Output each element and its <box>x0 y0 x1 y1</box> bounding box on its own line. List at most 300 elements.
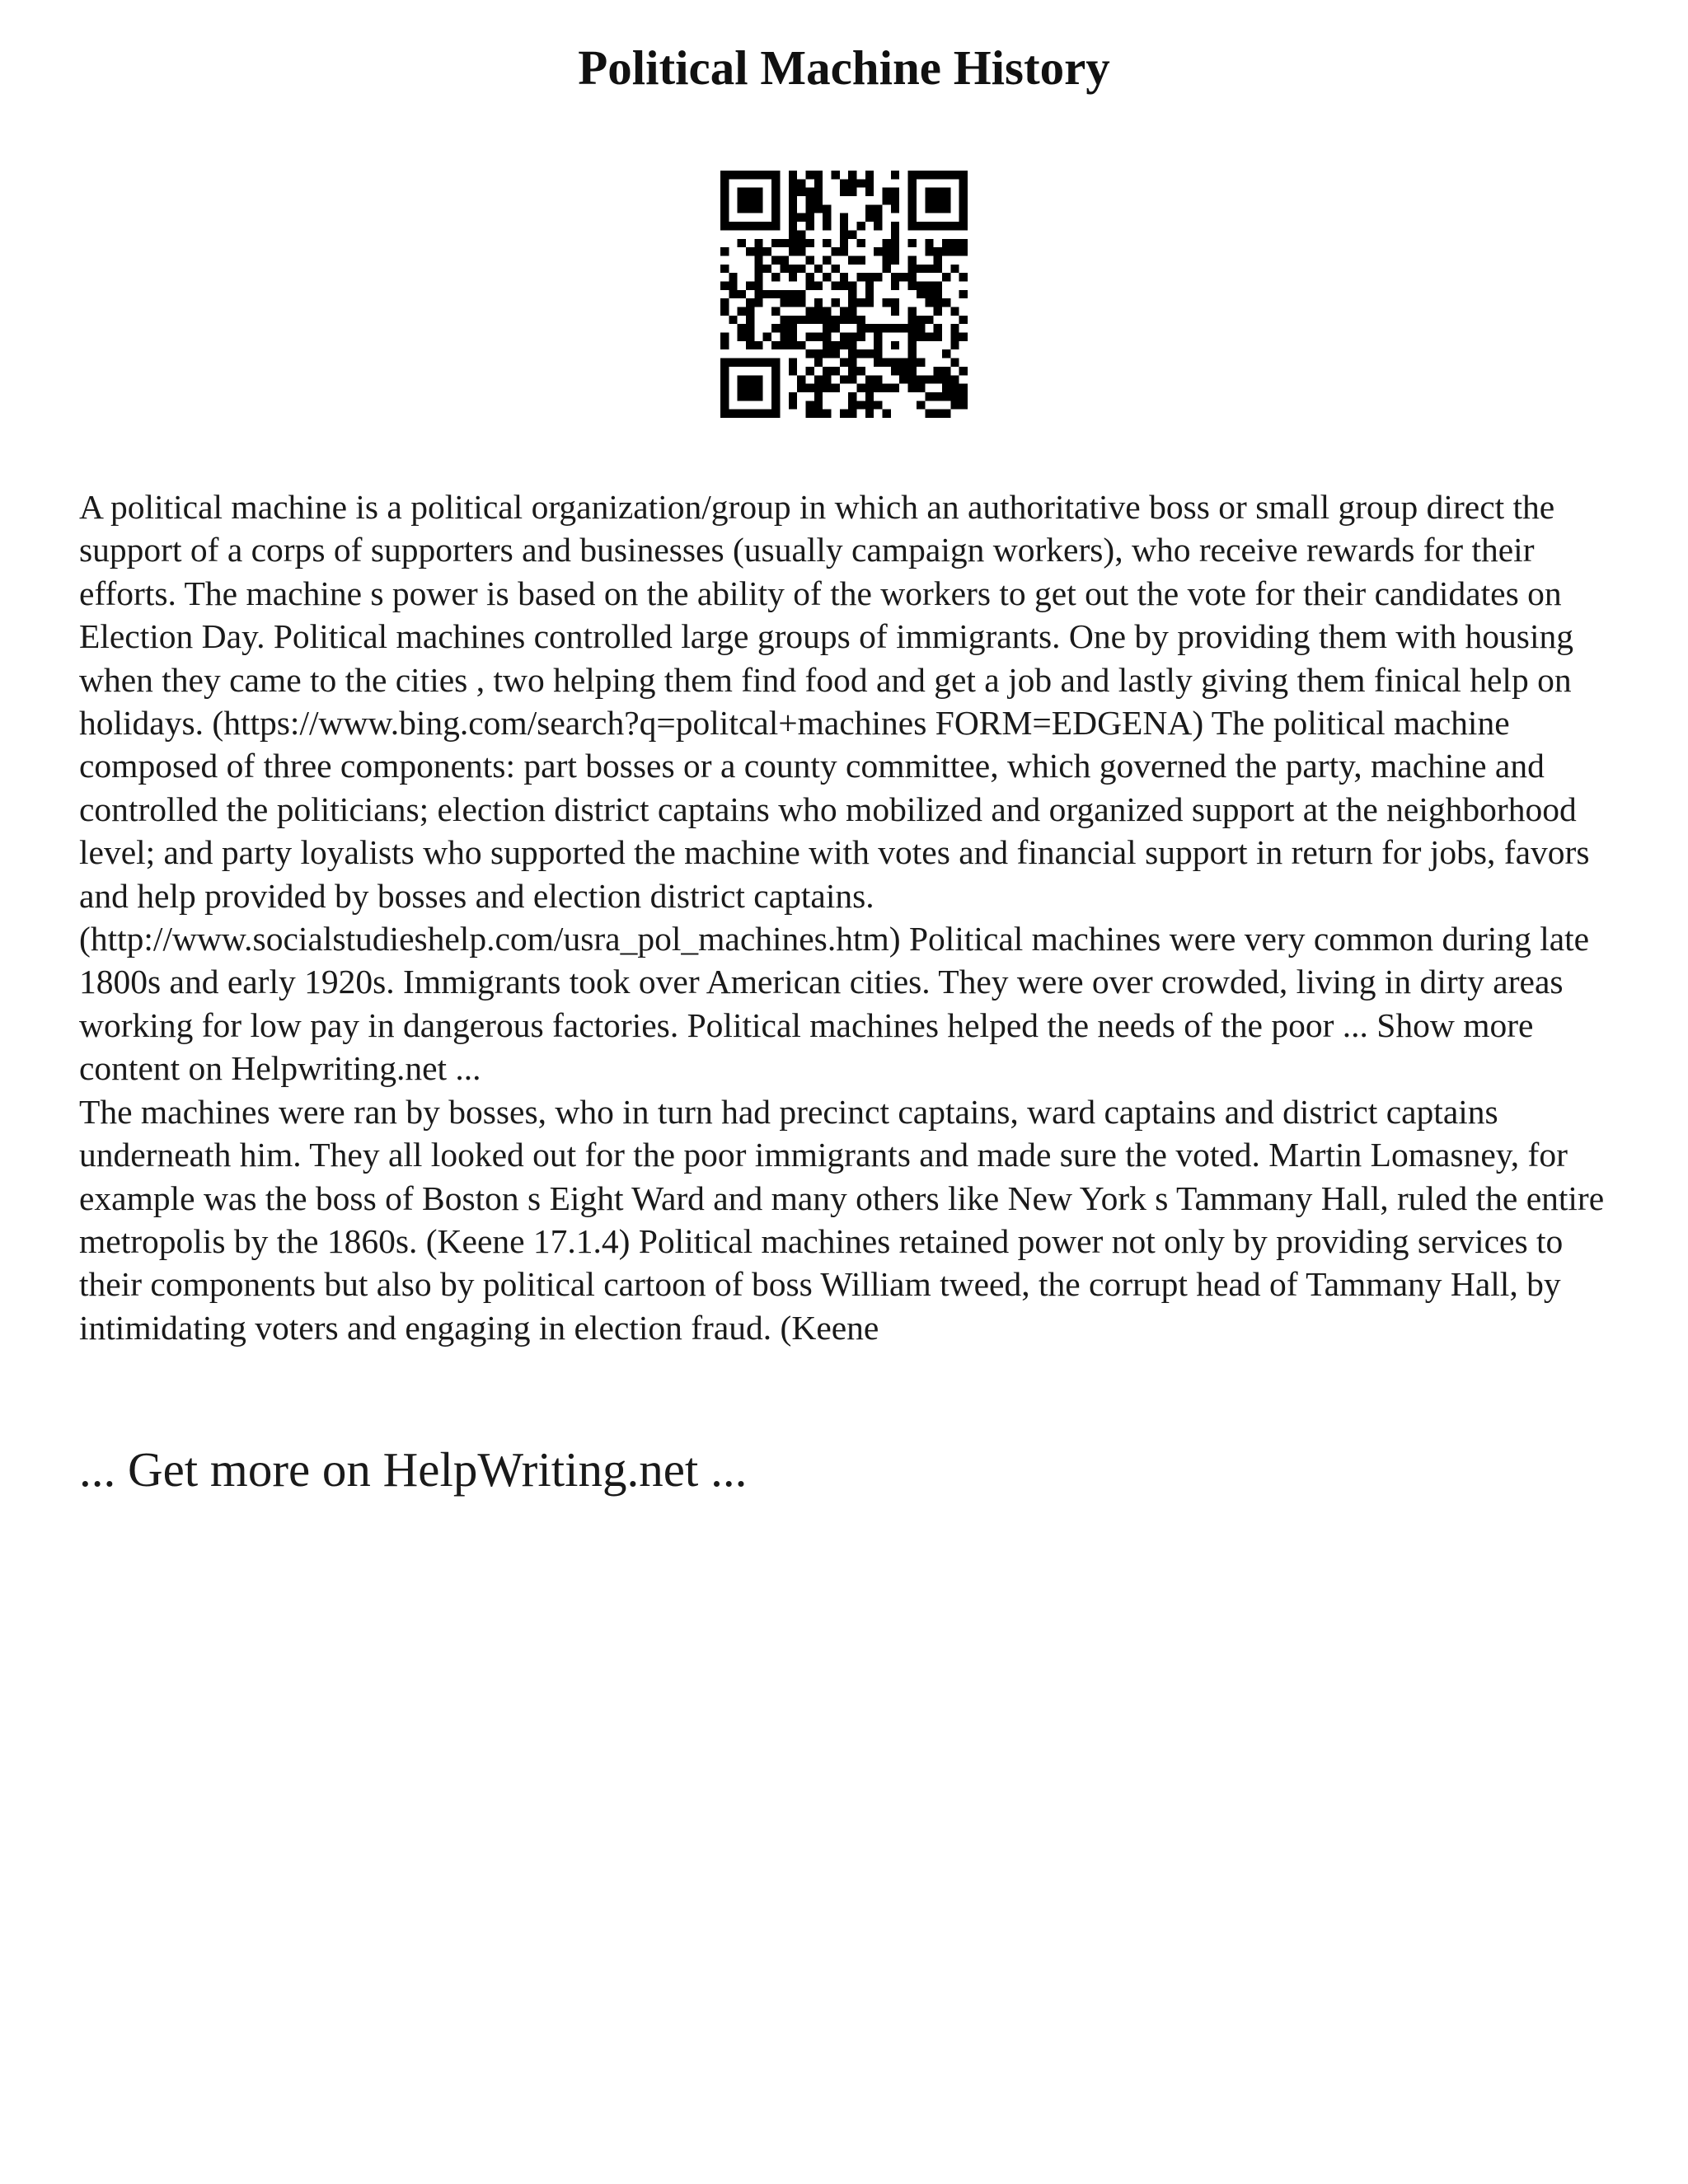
qr-module <box>942 222 950 230</box>
qr-module <box>959 213 968 222</box>
qr-module <box>840 333 848 341</box>
qr-module <box>823 307 831 316</box>
qr-module <box>942 349 950 358</box>
qr-module <box>934 367 942 375</box>
qr-module <box>720 188 729 196</box>
qr-module <box>729 316 737 324</box>
qr-module <box>738 333 746 341</box>
qr-module <box>729 410 737 418</box>
qr-module <box>908 341 917 349</box>
qr-module <box>746 375 754 383</box>
qr-module <box>754 281 762 289</box>
qr-module <box>780 324 788 332</box>
qr-module <box>720 179 729 187</box>
qr-module <box>720 196 729 204</box>
qr-module <box>925 298 933 307</box>
qr-module <box>857 239 865 247</box>
qr-module <box>831 316 839 324</box>
qr-module <box>754 375 762 383</box>
qr-module <box>771 290 780 298</box>
qr-module <box>934 392 942 401</box>
qr-code-icon <box>720 171 968 418</box>
qr-module <box>754 298 762 307</box>
qr-module <box>934 265 942 273</box>
qr-module <box>874 324 882 332</box>
qr-module <box>848 367 856 375</box>
qr-module <box>883 384 891 392</box>
qr-module <box>925 222 933 230</box>
qr-module <box>738 359 746 367</box>
article-paragraph: A political machine is a political organization/group in which an authoritative boss or small group direct the support of a corps of supporters and businesses (usually campaign workers), who receive rewards for their efforts. The machine s power is based on the ability of the workers to get out the vote for their candidates on Election Day. Political machines controlled large groups of immigrants. One by providing them with housing when they came to the cities , two helping them find food and get a job and lastly giving them finical help on holidays. (https://www.bing.com/search?q=politcal+machines FORM=EDGENA) The political machine composed of three components: part bosses or a county committee, which governed the party, machine and controlled the politicians; election district captains who mobilized and organized support at the neighborhood level; and party loyalists who supported the machine with votes and financial support in return for jobs, favors and help provided by bosses and election district captains. (http://www.socialstudieshelp.com/usra_pol_machines.htm) Political machines were very common during late 1800s and early 1920s. Immigrants took over American cities. They were over crowded, living in dirty areas working for low pay in dangerous factories. Political machines helped the needs of the poor ... Show more content on Helpwriting.net ... <box>79 488 1590 1088</box>
qr-module <box>891 222 899 230</box>
qr-module <box>891 247 899 255</box>
qr-module <box>848 359 856 367</box>
qr-module <box>959 392 968 401</box>
qr-module <box>738 196 746 204</box>
qr-module <box>942 188 950 196</box>
qr-module <box>959 179 968 187</box>
qr-module <box>805 255 814 264</box>
qr-module <box>865 375 874 383</box>
qr-module <box>780 341 788 349</box>
qr-module <box>908 213 917 222</box>
qr-module <box>780 316 788 324</box>
qr-module <box>950 341 959 349</box>
qr-module <box>814 298 823 307</box>
qr-module <box>763 222 771 230</box>
qr-module <box>959 367 968 375</box>
qr-module <box>959 247 968 255</box>
qr-module <box>925 410 933 418</box>
qr-module <box>925 392 933 401</box>
qr-module <box>874 401 882 409</box>
qr-module <box>840 273 848 281</box>
qr-module <box>840 222 848 230</box>
qr-module <box>840 230 848 238</box>
qr-module <box>738 410 746 418</box>
qr-module <box>754 188 762 196</box>
qr-module <box>797 316 805 324</box>
qr-module <box>805 349 814 358</box>
qr-module <box>959 273 968 281</box>
qr-module <box>805 281 814 289</box>
qr-module <box>831 349 839 358</box>
qr-module <box>805 384 814 392</box>
qr-module <box>823 384 831 392</box>
qr-module <box>942 367 950 375</box>
qr-module <box>771 171 780 179</box>
qr-module <box>848 307 856 316</box>
qr-module <box>917 290 925 298</box>
qr-module <box>823 333 831 341</box>
qr-module <box>848 281 856 289</box>
qr-module <box>738 324 746 332</box>
qr-module <box>848 333 856 341</box>
qr-module <box>720 281 729 289</box>
qr-module <box>934 375 942 383</box>
qr-module <box>754 359 762 367</box>
qr-module <box>883 196 891 204</box>
qr-module <box>746 188 754 196</box>
qr-module <box>754 265 762 273</box>
qr-module <box>840 239 848 247</box>
qr-module <box>780 290 788 298</box>
qr-module <box>720 384 729 392</box>
qr-module <box>908 349 917 358</box>
qr-module <box>857 349 865 358</box>
qr-module <box>934 324 942 332</box>
qr-module <box>763 171 771 179</box>
qr-module <box>891 307 899 316</box>
qr-module <box>814 359 823 367</box>
qr-module <box>746 324 754 332</box>
qr-module <box>950 222 959 230</box>
qr-module <box>950 401 959 409</box>
qr-module <box>925 375 933 383</box>
qr-module <box>814 375 823 383</box>
qr-module <box>746 384 754 392</box>
qr-module <box>891 341 899 349</box>
qr-module <box>883 247 891 255</box>
qr-module <box>899 375 907 383</box>
qr-module <box>720 171 729 179</box>
qr-module <box>738 290 746 298</box>
qr-module <box>959 188 968 196</box>
qr-module <box>891 281 899 289</box>
qr-module <box>729 222 737 230</box>
qr-module <box>771 213 780 222</box>
qr-module <box>754 255 762 264</box>
qr-module <box>925 265 933 273</box>
qr-module <box>771 255 780 264</box>
qr-module <box>823 324 831 332</box>
qr-module <box>814 196 823 204</box>
qr-module <box>720 307 729 316</box>
qr-module <box>771 401 780 409</box>
qr-module <box>805 367 814 375</box>
qr-module <box>959 196 968 204</box>
qr-module <box>814 204 823 213</box>
qr-module <box>865 204 874 213</box>
qr-module <box>780 265 788 273</box>
qr-module <box>789 333 797 341</box>
qr-module <box>720 247 729 255</box>
qr-module <box>754 392 762 401</box>
qr-module <box>857 333 865 341</box>
qr-module <box>797 213 805 222</box>
qr-module <box>789 367 797 375</box>
qr-module <box>934 298 942 307</box>
qr-module <box>823 239 831 247</box>
qr-module <box>823 410 831 418</box>
qr-module <box>831 298 839 307</box>
qr-module <box>942 204 950 213</box>
get-more-link[interactable]: ... Get more on HelpWriting.net ... <box>79 1442 748 1497</box>
qr-module <box>857 367 865 375</box>
qr-module <box>908 307 917 316</box>
qr-module <box>746 359 754 367</box>
qr-module <box>763 333 771 341</box>
qr-module <box>797 247 805 255</box>
qr-module <box>865 273 874 281</box>
qr-module <box>729 290 737 298</box>
qr-module <box>805 188 814 196</box>
qr-code[interactable] <box>720 171 968 418</box>
qr-module <box>865 179 874 187</box>
qr-module <box>908 367 917 375</box>
qr-module <box>738 239 746 247</box>
qr-module <box>797 290 805 298</box>
qr-module <box>925 196 933 204</box>
qr-module <box>738 384 746 392</box>
qr-module <box>797 239 805 247</box>
qr-module <box>720 213 729 222</box>
qr-module <box>831 281 839 289</box>
qr-module <box>874 375 882 383</box>
qr-module <box>857 324 865 332</box>
qr-module <box>950 384 959 392</box>
qr-module <box>891 171 899 179</box>
qr-module <box>908 204 917 213</box>
qr-module <box>763 265 771 273</box>
qr-module <box>891 324 899 332</box>
qr-module <box>891 298 899 307</box>
qr-module <box>805 222 814 230</box>
qr-module <box>763 410 771 418</box>
qr-module <box>789 341 797 349</box>
qr-module <box>746 333 754 341</box>
qr-module <box>780 239 788 247</box>
qr-module <box>925 247 933 255</box>
qr-module <box>805 196 814 204</box>
qr-module <box>891 188 899 196</box>
qr-module <box>874 341 882 349</box>
qr-module <box>823 222 831 230</box>
qr-module <box>771 196 780 204</box>
qr-module <box>874 204 882 213</box>
qr-module <box>934 222 942 230</box>
qr-module <box>950 392 959 401</box>
qr-module <box>908 265 917 273</box>
qr-module <box>754 273 762 281</box>
qr-module <box>746 307 754 316</box>
qr-module <box>908 179 917 187</box>
qr-module <box>857 222 865 230</box>
qr-module <box>865 401 874 409</box>
qr-module <box>959 239 968 247</box>
qr-module <box>738 375 746 383</box>
qr-module <box>917 316 925 324</box>
qr-module <box>899 367 907 375</box>
qr-module <box>746 392 754 401</box>
qr-module <box>814 410 823 418</box>
qr-module <box>789 204 797 213</box>
qr-module <box>754 247 762 255</box>
qr-module <box>840 359 848 367</box>
qr-module <box>848 255 856 264</box>
qr-module <box>789 213 797 222</box>
qr-module <box>865 384 874 392</box>
qr-module <box>797 341 805 349</box>
qr-module <box>814 265 823 273</box>
qr-module <box>942 239 950 247</box>
qr-module <box>891 359 899 367</box>
qr-module <box>925 171 933 179</box>
qr-module <box>917 333 925 341</box>
qr-module <box>738 307 746 316</box>
qr-module <box>805 333 814 341</box>
qr-module <box>720 333 729 341</box>
qr-module <box>789 196 797 204</box>
qr-module <box>874 222 882 230</box>
qr-module <box>805 401 814 409</box>
qr-module <box>780 333 788 341</box>
qr-module <box>771 341 780 349</box>
qr-module <box>729 281 737 289</box>
qr-module <box>917 281 925 289</box>
qr-module <box>746 171 754 179</box>
qr-module <box>754 290 762 298</box>
page-title: Political Machine History <box>578 40 1110 95</box>
qr-module <box>917 222 925 230</box>
qr-module <box>917 384 925 392</box>
qr-module <box>934 171 942 179</box>
qr-module <box>840 179 848 187</box>
qr-module <box>720 265 729 273</box>
qr-module <box>840 213 848 222</box>
qr-module <box>891 230 899 238</box>
qr-module <box>771 410 780 418</box>
qr-module <box>789 290 797 298</box>
qr-module <box>891 239 899 247</box>
qr-module <box>950 307 959 316</box>
qr-module <box>831 341 839 349</box>
qr-module <box>865 171 874 179</box>
qr-module <box>814 281 823 289</box>
qr-module <box>746 316 754 324</box>
qr-module <box>771 239 780 247</box>
qr-module <box>865 349 874 358</box>
qr-module <box>738 171 746 179</box>
qr-module <box>908 188 917 196</box>
article-body <box>79 485 1620 1349</box>
article-paragraph: The machines were ran by bosses, who in turn had precinct captains, ward captains and district captains underneath him. They all looked out for the poor immigrants and made sure the voted. Martin Lomasney, for example was the boss of Boston s Eight Ward and many others like New York s Tammany Hall, ruled the entire metropolis by the 1860s. (Keene 17.1.4) Political machines retained power not only by providing services to their components but also by political cartoon of boss William tweed, the corrupt head of Tammany Hall, by intimidating voters and engaging in election fraud. (Keene <box>79 1092 1605 1347</box>
qr-module <box>746 204 754 213</box>
qr-module <box>857 298 865 307</box>
qr-module <box>831 324 839 332</box>
qr-module <box>942 196 950 204</box>
qr-module <box>840 316 848 324</box>
qr-module <box>857 316 865 324</box>
qr-module <box>754 341 762 349</box>
qr-module <box>797 298 805 307</box>
qr-module <box>925 204 933 213</box>
qr-module <box>874 247 882 255</box>
qr-module <box>865 213 874 222</box>
qr-module <box>720 375 729 383</box>
qr-module <box>908 333 917 341</box>
qr-module <box>720 222 729 230</box>
qr-module <box>840 410 848 418</box>
qr-module <box>720 341 729 349</box>
qr-module <box>738 188 746 196</box>
qr-module <box>934 204 942 213</box>
qr-module <box>771 375 780 383</box>
qr-module <box>908 196 917 204</box>
qr-module <box>857 179 865 187</box>
qr-module <box>908 375 917 383</box>
qr-module <box>814 333 823 341</box>
qr-module <box>899 324 907 332</box>
qr-module <box>754 410 762 418</box>
qr-module <box>789 273 797 281</box>
qr-module <box>857 273 865 281</box>
qr-module <box>917 401 925 409</box>
qr-module <box>934 333 942 341</box>
qr-module <box>934 188 942 196</box>
qr-module <box>908 273 917 281</box>
qr-module <box>746 410 754 418</box>
qr-module <box>942 375 950 383</box>
qr-module <box>805 171 814 179</box>
qr-module <box>797 265 805 273</box>
qr-module <box>891 384 899 392</box>
qr-module <box>823 341 831 349</box>
qr-module <box>720 298 729 307</box>
qr-module <box>874 349 882 358</box>
qr-module <box>789 298 797 307</box>
qr-module <box>840 341 848 349</box>
qr-module <box>823 213 831 222</box>
qr-module <box>934 290 942 298</box>
qr-module <box>942 273 950 281</box>
qr-module <box>771 384 780 392</box>
qr-module <box>908 316 917 324</box>
qr-module <box>883 298 891 307</box>
qr-module <box>848 171 856 179</box>
qr-module <box>934 247 942 255</box>
qr-module <box>789 392 797 401</box>
qr-module <box>950 265 959 273</box>
qr-module <box>857 401 865 409</box>
qr-module <box>908 255 917 264</box>
qr-module <box>789 188 797 196</box>
qr-module <box>831 367 839 375</box>
qr-module <box>950 324 959 332</box>
qr-module <box>917 359 925 367</box>
qr-module <box>848 290 856 298</box>
qr-module <box>950 333 959 341</box>
qr-module <box>865 324 874 332</box>
qr-module <box>848 392 856 401</box>
qr-module <box>865 410 874 418</box>
qr-module <box>942 171 950 179</box>
qr-module <box>720 204 729 213</box>
qr-module <box>754 222 762 230</box>
qr-module <box>934 410 942 418</box>
qr-module <box>831 171 839 179</box>
qr-module <box>720 410 729 418</box>
qr-module <box>814 188 823 196</box>
qr-module <box>840 247 848 255</box>
qr-module <box>771 222 780 230</box>
qr-module <box>831 265 839 273</box>
qr-module <box>797 188 805 196</box>
qr-module <box>746 341 754 349</box>
qr-module <box>754 384 762 392</box>
qr-module <box>942 298 950 307</box>
qr-module <box>814 349 823 358</box>
